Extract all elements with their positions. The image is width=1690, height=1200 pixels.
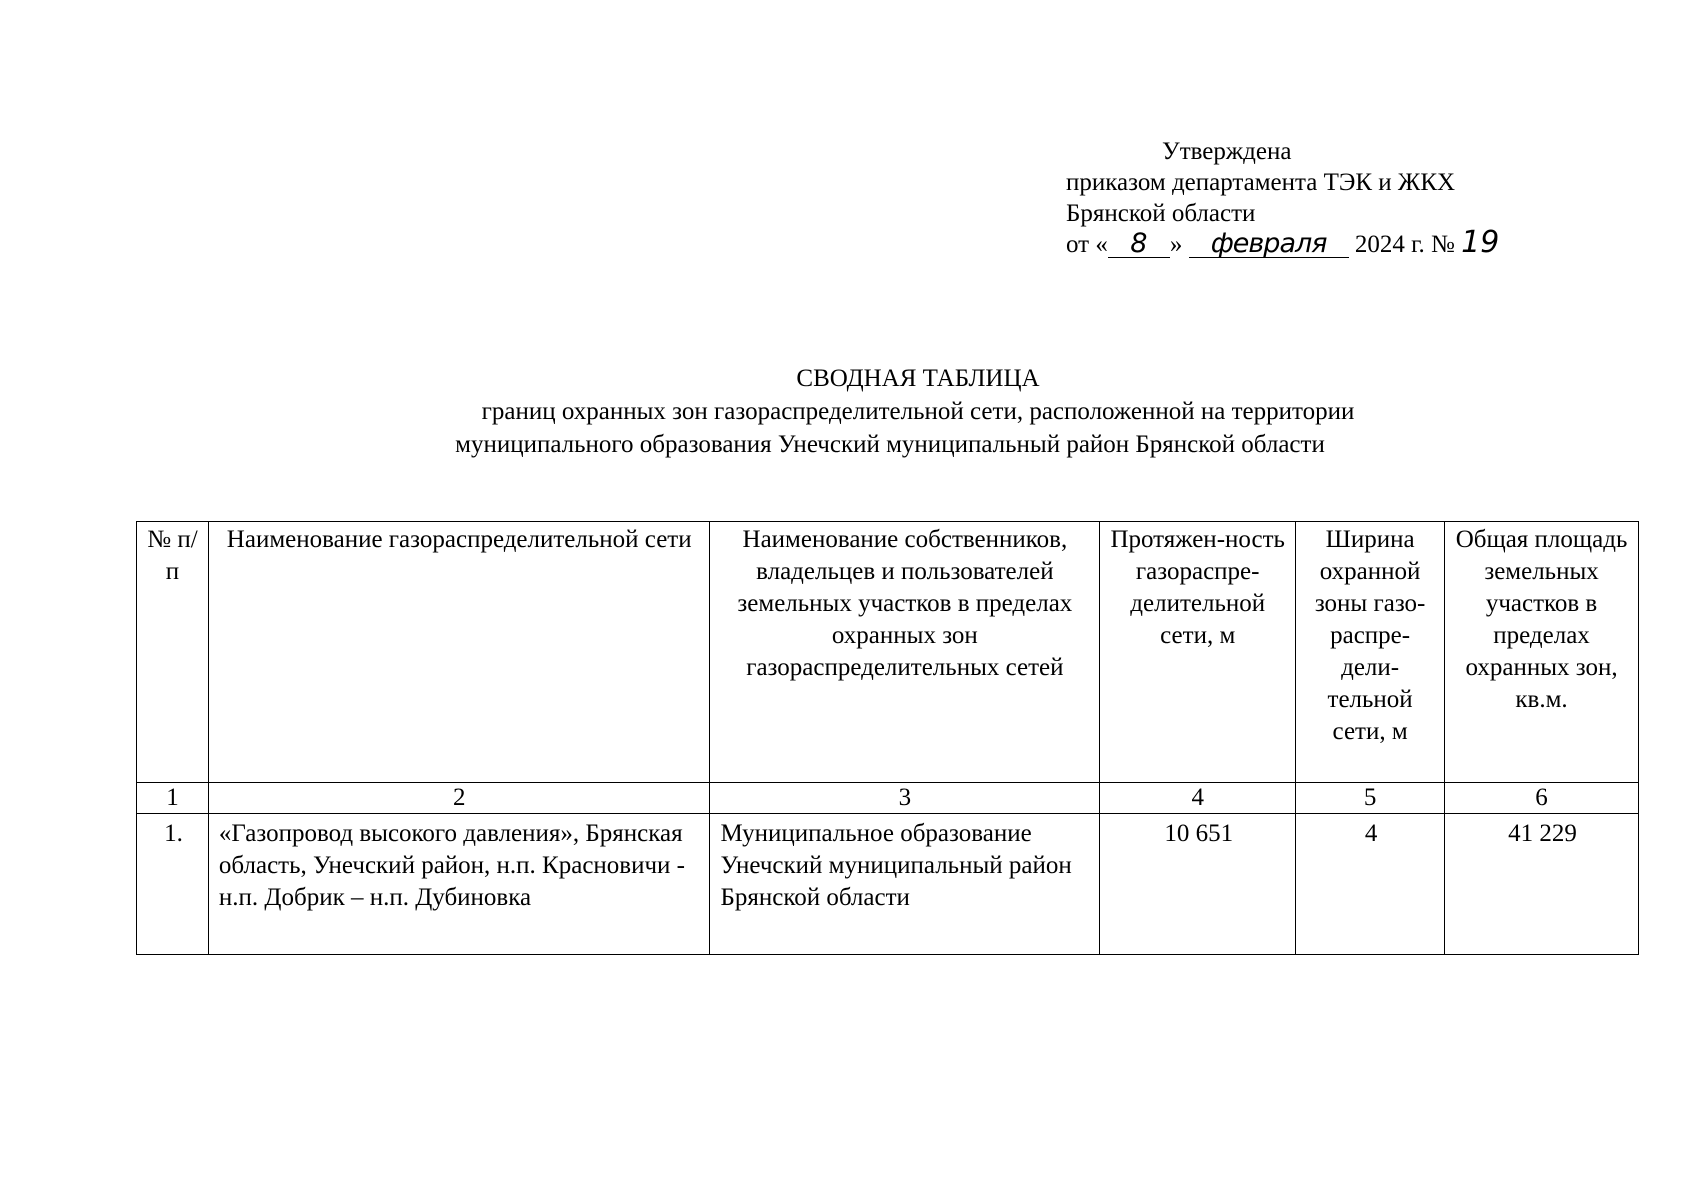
date-year: 2024 г. (1354, 231, 1425, 258)
number-prefix: № (1431, 231, 1455, 258)
handwritten-month: февраля (1189, 231, 1349, 258)
header-length: Протяжен-ность газораспре-делительной сети, м (1100, 522, 1296, 783)
approval-line-region: Брянской области (1066, 200, 1256, 227)
approval-title: Утверждена (1162, 138, 1292, 165)
row-zone-width: 4 (1296, 814, 1445, 955)
column-number: 3 (710, 783, 1100, 814)
document-subtitle-line-1: границ охранных зон газораспределительной сети, расположенной на территории (481, 398, 1355, 425)
column-number-row (137, 783, 1639, 814)
row-number: 1. (137, 814, 209, 955)
column-number: 4 (1100, 783, 1296, 814)
document-heading (360, 362, 1420, 461)
approval-stamp (1066, 136, 1626, 260)
table-header-row (137, 522, 1639, 783)
header-zone-width: Ширина охранной зоны газо-распре-дели-тельной сети, м (1296, 522, 1445, 783)
date-prefix: от « (1066, 231, 1108, 258)
column-number: 1 (137, 783, 209, 814)
table-row (137, 814, 1639, 955)
column-number: 6 (1445, 783, 1639, 814)
column-number: 2 (208, 783, 710, 814)
handwritten-number: 19 (1461, 225, 1500, 260)
row-length: 10 651 (1100, 814, 1296, 955)
handwritten-day: 8 (1108, 231, 1170, 258)
document-title: СВОДНАЯ ТАБЛИЦА (796, 365, 1040, 392)
row-network-name: «Газопровод высокого давления», Брянская область, Унечский район, н.п. Красновичи - н.п. Добрик – н.п. Дубиновка (208, 814, 710, 955)
row-owners: Муниципальное образование Унечский муниципальный район Брянской области (710, 814, 1100, 955)
column-number: 5 (1296, 783, 1445, 814)
approval-line-order: приказом департамента ТЭК и ЖКХ (1066, 169, 1456, 196)
approval-date-line (1066, 225, 1626, 260)
header-number: № п/п (137, 522, 209, 783)
row-total-area: 41 229 (1445, 814, 1639, 955)
header-total-area: Общая площадь земельных участков в пределах охранных зон, кв.м. (1445, 522, 1639, 783)
summary-table (136, 521, 1639, 955)
header-owners: Наименование собственников, владельцев и пользователей земельных участков в пределах охранных зон газораспределительных сетей (710, 522, 1100, 783)
document-subtitle-line-2: муниципального образования Унечский муниципальный район Брянской области (455, 431, 1325, 458)
date-quote-close: » (1169, 231, 1183, 258)
header-network-name: Наименование газораспределительной сети (208, 522, 710, 783)
